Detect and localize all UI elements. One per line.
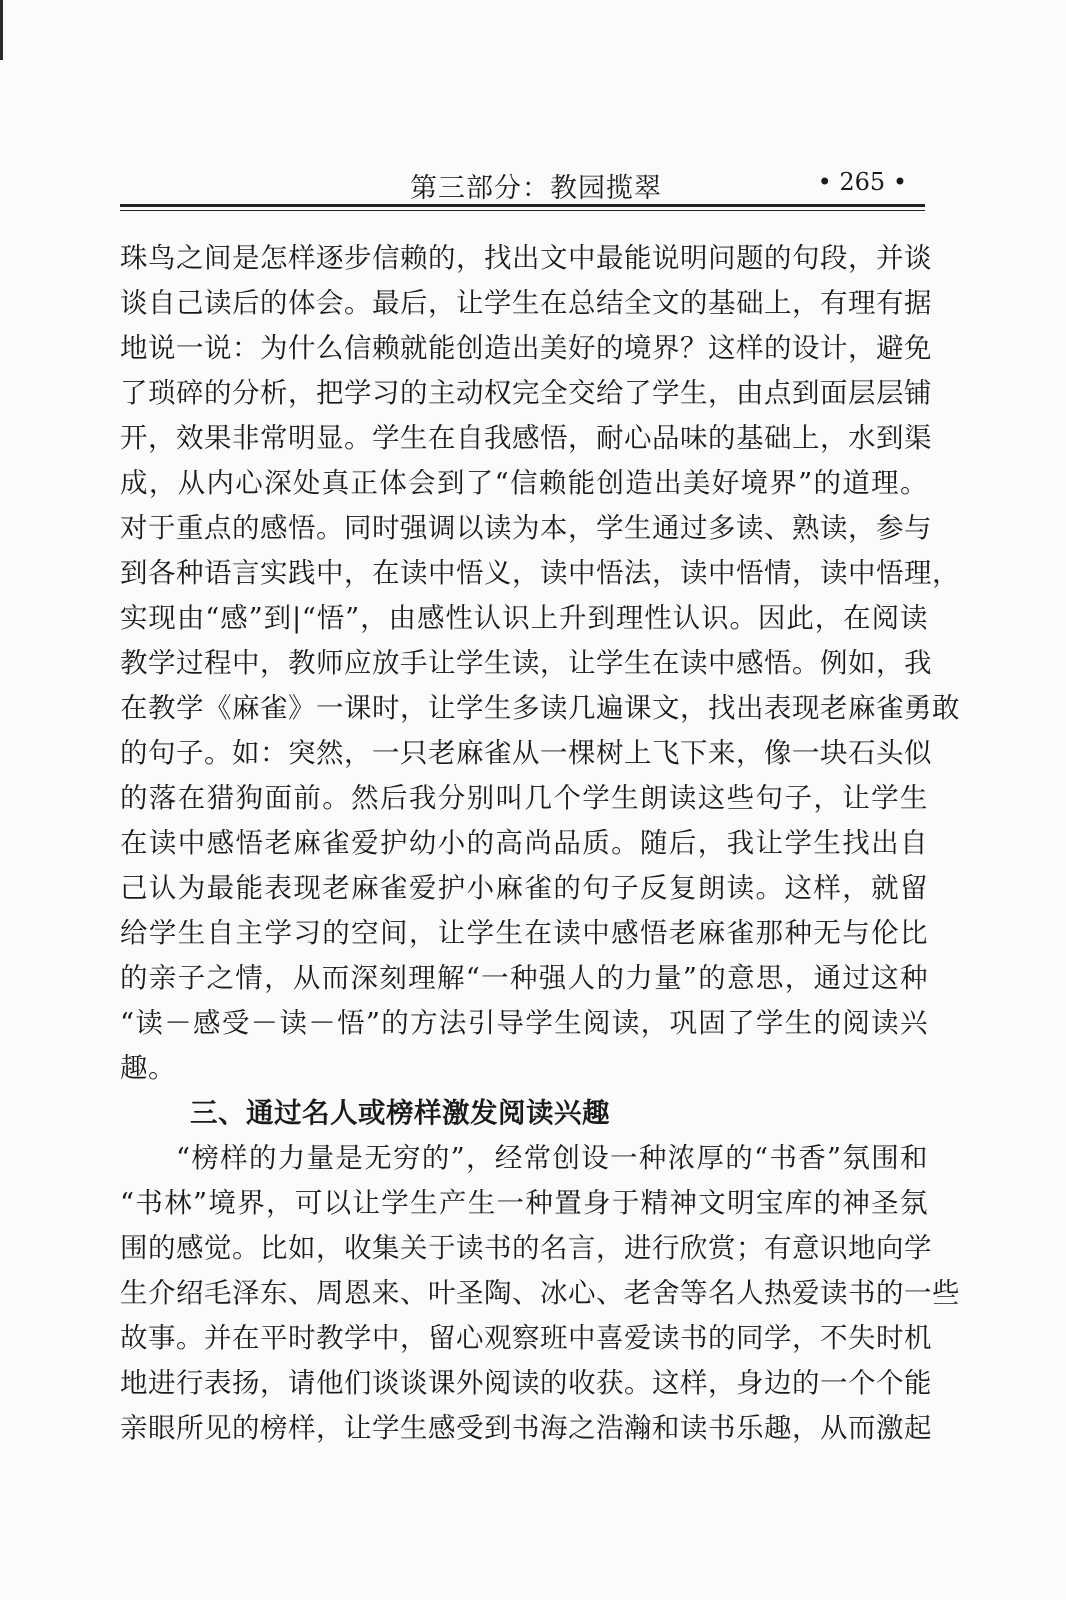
text-line: 的落在猎狗面前。然后我分别叫几个学生朗读这些句子，让学生 [120, 782, 928, 814]
text-line: 在读中感悟老麻雀爱护幼小的高尚品质。随后，我让学生找出自 [120, 827, 928, 859]
text-line: 对于重点的感悟。同时强调以读为本，学生通过多读、熟读，参与 [120, 512, 932, 544]
text-line: 围的感觉。比如，收集关于读书的名言，进行欣赏；有意识地向学 [120, 1232, 932, 1264]
text-line: 亲眼所见的榜样，让学生感受到书海之浩瀚和读书乐趣，从而激起 [120, 1412, 932, 1444]
text-line: 地说一说：为什么信赖就能创造出美好的境界？这样的设计，避免 [120, 332, 932, 364]
text-line: 给学生自主学习的空间，让学生在读中感悟老麻雀那种无与伦比 [120, 917, 928, 949]
text-line: 的句子。如：突然，一只老麻雀从一棵树上飞下来，像一块石头似 [120, 737, 932, 769]
header-rule-thick [120, 204, 925, 207]
text-line: 成，从内心深处真正体会到了“信赖能创造出美好境界”的道理。 [120, 467, 928, 499]
text-line: 开，效果非常明显。学生在自我感悟，耐心品味的基础上，水到渠 [120, 422, 932, 454]
text-line: “读－感受－读－悟”的方法引导学生阅读，巩固了学生的阅读兴 [120, 1007, 928, 1039]
page-header [120, 160, 925, 204]
text-line: 到各种语言实践中，在读中悟义，读中悟法，读中悟情，读中悟理， [120, 557, 960, 589]
text-line: 在教学《麻雀》一课时，让学生多读几遍课文，找出表现老麻雀勇敢 [120, 692, 960, 724]
text-line: 地进行表扬，请他们谈谈课外阅读的收获。这样，身边的一个个能 [120, 1367, 932, 1399]
text-line: 教学过程中，教师应放手让学生读，让学生在读中感悟。例如，我 [120, 647, 932, 679]
text-line: “书林”境界，可以让学生产生一种置身于精神文明宝库的神圣氛 [120, 1187, 928, 1219]
text-line: 己认为最能表现老麻雀爱护小麻雀的句子反复朗读。这样，就留 [120, 872, 928, 904]
scan-edge-mark [0, 0, 3, 60]
text-line: 谈自己读后的体会。最后，让学生在总结全文的基础上，有理有据 [120, 287, 932, 319]
text-line: 生介绍毛泽东、周恩来、叶圣陶、冰心、老舍等名人热爱读书的一些 [120, 1277, 960, 1309]
header-rule-thin [120, 210, 925, 211]
text-line: 珠鸟之间是怎样逐步信赖的，找出文中最能说明问题的句段，并谈 [120, 242, 932, 274]
text-line: “榜样的力量是无穷的”，经常创设一种浓厚的“书香”氛围和 [176, 1142, 928, 1174]
text-line: 故事。并在平时教学中，留心观察班中喜爱读书的同学，不失时机 [120, 1322, 932, 1354]
running-head: 第三部分：教园揽翠 [410, 173, 662, 204]
section-heading: 三、通过名人或榜样激发阅读兴趣 [190, 1097, 610, 1129]
text-line: 实现由“感”到|“悟”，由感性认识上升到理性认识。因此，在阅读 [120, 602, 928, 634]
page-number: • 265 • [817, 168, 907, 196]
text-line: 趣。 [120, 1052, 176, 1084]
body-text [120, 236, 960, 1451]
text-line: 的亲子之情，从而深刻理解“一种强人的力量”的意思，通过这种 [120, 962, 928, 994]
text-line: 了琐碎的分析，把学习的主动权完全交给了学生，由点到面层层铺 [120, 377, 932, 409]
